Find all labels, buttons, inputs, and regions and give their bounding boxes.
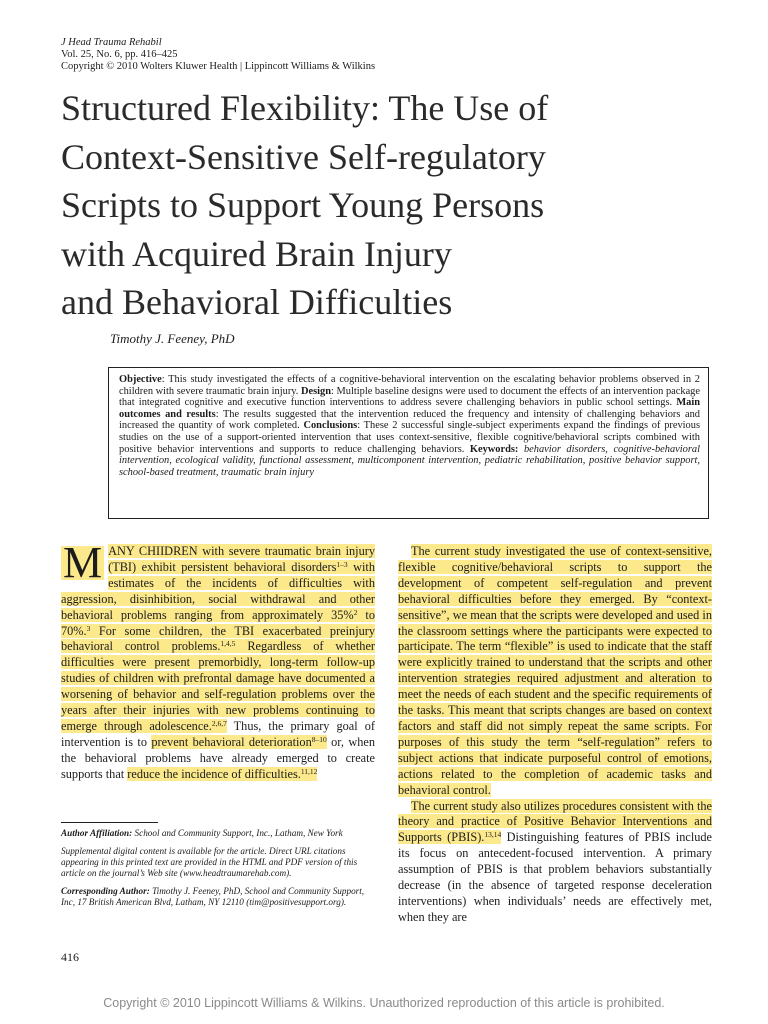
citation-ref: 1,4,5 (220, 639, 236, 649)
drop-cap: M (63, 538, 103, 587)
abstract-objective-label: Objective (119, 374, 162, 385)
intro-sentence: reduce the incidence of difficulties. (127, 766, 301, 781)
corresponding-label: Corresponding Author: (61, 886, 150, 896)
body-paragraph (398, 799, 712, 926)
intro-sentence: with estimates of the incidents of difficulties with aggression, disinhibition, social withdrawal and other behavioral problems ranging from approximately 35% (61, 559, 376, 622)
intro-sentence: long-term follow-up studies of children with prefrontal damage have documented a worsening of behavior and self-regulation problems over the years after their injuries with new problems continuing to emerge through adolescence. (61, 655, 376, 733)
article-title (61, 84, 681, 327)
intro-paragraph (61, 538, 376, 783)
title-line: and Behavioral Difficulties (61, 282, 453, 322)
citation-ref: 8–10 (311, 734, 327, 744)
abstract-box (108, 367, 709, 519)
citation-ref: 2,6,7 (211, 718, 227, 728)
highlighted-text: The current study investigated the use of context-sensitive, flexible cognitive/behavioral scripts to support the development of competent self-regulation and prevent behavioral difficulties before they emerged. By “context-sensitive”, we mean that the scripts were developed and used in the classroom settings where the participants were expected to participate. The term “flexible” is used to indicate that the staff were explicitly trained to understand that the scripts and other intervention strategies required adjustment and alteration to meet the needs of each student and the specific requirements of the tasks. This meant that scripts changes are based on context factors and staff did not simply repeat the same scripts. For purposes of this study the term “self-regulation” refers to subject actions that indicate purposeful control of emotions, actions related to the completion of academic tasks and behavioral control. (398, 544, 712, 797)
highlighted-text (61, 538, 376, 733)
citation-ref: 2 (353, 607, 358, 617)
intro-sentence: For some children, the TBI exacerbated preinjury behavioral control problems. (61, 623, 375, 654)
abstract-objective: : This study investigated the effects of a cognitive-behavioral intervention on the escalating behavior problems observed in 2 children with severe traumatic brain injury. (119, 374, 700, 397)
author-affiliation (61, 828, 375, 839)
abstract-design-label: Design (301, 385, 332, 397)
journal-volume: Vol. 25, No. 6, pp. 416–425 (61, 49, 178, 60)
affiliation-label: Author Affiliation: (61, 828, 133, 838)
title-line: Scripts to Support Young Persons (61, 185, 545, 225)
abstract-keywords: behavior disorders, cognitive-behavioral intervention, ecological validity, functional assessment, multicomponent intervention, pediatric rehabilitation, positive behavior support, school-based treatment, traumatic brain injury (119, 443, 701, 478)
right-column (398, 544, 712, 926)
citation-ref: 13,14 (484, 830, 502, 840)
copyright-footer: Copyright © 2010 Lippincott Williams & Wilkins. Unauthorized reproduction of this article is prohibited. (103, 996, 665, 1010)
body-sentence: The current study also utilizes procedures consistent with the theory and practice of Positive Behavior Interventions and Supports (PBIS). (398, 798, 712, 845)
body-sentence: Distinguishing features of PBIS include its focus on antecedent-focused intervention. A primary assumption of PBIS is that problem behaviors substantially decrease (in the absence of targeted response deceleration interventions) when individuals’ needs are effectively met, when they are (398, 830, 712, 924)
intro-sentence: to 70%. (61, 607, 375, 638)
journal-header (61, 37, 375, 73)
page-number: 416 (61, 950, 79, 964)
abstract-conclusions: : These 2 successful single-subject experiments expand the findings of previous studies on the use of a support-oriented intervention that uses context-sensitive, flexible cognitive/behavioral scripts combined with positive behavior interventions and supports to reduce challenging behaviors. (119, 420, 700, 455)
abstract-outcomes-label: Main outcomes and results (119, 397, 700, 420)
title-line: Context-Sensitive Self-regulatory (61, 136, 546, 177)
citation-ref: 1–3 (336, 559, 348, 569)
affiliation-text: School and Community Support, Inc., Latham, New York (132, 828, 343, 838)
journal-name: J Head Trauma Rehabil (61, 37, 162, 48)
journal-copyright: Copyright © 2010 Wolters Kluwer Health | Lippincott Williams & Wilkins (61, 61, 376, 72)
abstract-outcomes: : The results suggested that the intervention reduced the frequency and intensity of challenging behaviors and increased the quantity of work completed. (119, 408, 701, 432)
corresponding-text: Timothy J. Feeney, PhD, School and Community Support, Inc, 17 British American Blvd, Latham, NY 12110 (tim@positivesupport.org). (61, 886, 365, 907)
supplemental-note: Supplemental digital content is available for the article. Direct URL citations appearing in this printed text are provided in the HTML and PDF version of this article on the journal’s Web site (www.headtraumarehab.com). (61, 846, 358, 878)
footnote-divider (61, 822, 158, 823)
body-paragraph (398, 544, 712, 799)
author-name: Timothy J. Feeney, PhD (110, 331, 235, 346)
abstract-conclusions-label: Conclusions (303, 420, 358, 432)
title-line: with Acquired Brain Injury (61, 233, 452, 274)
citation-ref: 11,12 (300, 766, 318, 776)
citation-ref: 3 (86, 623, 91, 633)
intro-sentence: ANY CHIIDREN with severe traumatic brain injury (TBI) exhibit persistent behavioral disorders (108, 544, 375, 574)
intro-sentence: or, when the behavioral problems have already emerged to create supports that (61, 734, 375, 781)
abstract-design: : Multiple baseline designs were used to document the effects of an intervention package that integrated cognitive and executive function interventions to address severe challenging behaviors in public school settings. (119, 385, 700, 409)
highlighted-text (151, 735, 326, 749)
highlighted-text (127, 767, 317, 781)
intro-sentence: Thus, the primary goal of intervention is to (61, 718, 375, 749)
intro-sentence: prevent behavioral deterioration (151, 734, 312, 749)
title-line: Structured Flexibility: The Use of (61, 88, 549, 128)
abstract-keywords-label: Keywords: (469, 443, 519, 455)
intro-sentence: Regardless of whether difficulties were present premorbidly, (61, 639, 375, 670)
footnotes (61, 828, 375, 915)
left-column (61, 538, 376, 783)
corresponding-author (61, 886, 375, 908)
